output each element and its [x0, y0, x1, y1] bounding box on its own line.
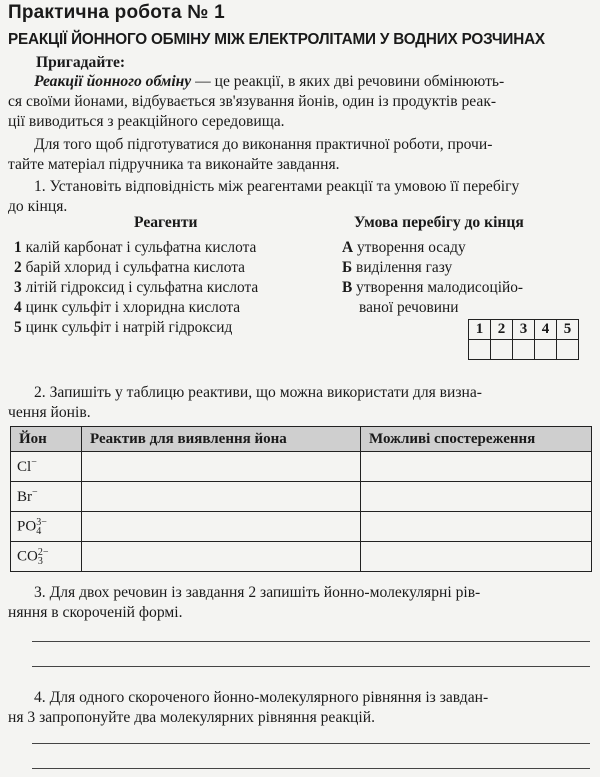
definition-line-2: ся своїми йонами, відбувається зв'язування йонів, один із продуктів реак- — [8, 93, 497, 110]
observation-cell[interactable] — [361, 512, 592, 542]
observation-cell[interactable] — [361, 452, 592, 482]
answer-cell[interactable] — [491, 340, 513, 360]
answer-line[interactable] — [32, 641, 590, 642]
table-row — [11, 452, 592, 482]
header-reagent: Реактив для виявлення йона — [82, 427, 361, 452]
answer-cell[interactable] — [469, 340, 491, 360]
list-item: 4 цинк сульфіт і хлоридна кислота — [14, 299, 241, 316]
list-item: 1 калій карбонат і сульфатна кислота — [14, 239, 257, 256]
observation-cell[interactable] — [361, 482, 592, 512]
reagent-cell[interactable] — [82, 512, 361, 542]
ion-cell: PO 3− 4 — [11, 512, 82, 542]
answer-header-cell: 5 — [557, 320, 579, 340]
conditions-list — [342, 238, 523, 318]
page-subtitle: РЕАКЦІЇ ЙОННОГО ОБМІНУ МІЖ ЕЛЕКТРОЛІТАМИ У ВОДНИХ РОЗЧИНАХ — [8, 31, 545, 48]
conditions-heading: Умова перебігу до кінця — [354, 214, 524, 231]
task3-line-2: няння в скороченій формі. — [8, 604, 183, 621]
list-item: 3 літій гідроксид і сульфатна кислота — [14, 279, 259, 296]
intro-line-2: тайте матеріал підручника та виконайте завдання. — [8, 156, 340, 173]
reagents-heading: Реагенти — [134, 214, 198, 231]
task3-line-1: 3. Для двох речовин із завдання 2 запишіть йонно-молекулярні рів- — [34, 584, 481, 601]
answer-line[interactable] — [32, 666, 590, 667]
answer-grid-header — [469, 320, 579, 340]
table-row — [11, 542, 592, 572]
answer-header-cell: 4 — [535, 320, 557, 340]
definition-text: — це реакції, в яких дві речовини обмінюють- — [191, 73, 505, 90]
definition-line-1 — [34, 72, 504, 92]
answer-cell[interactable] — [513, 340, 535, 360]
table-row — [11, 512, 592, 542]
observation-cell[interactable] — [361, 542, 592, 572]
definition-line-3: ції виводиться з реакційного середовища. — [8, 113, 285, 130]
task4-line-2: ня 3 запропонуйте два молекулярних рівняння реакцій. — [8, 709, 375, 726]
answer-cell[interactable] — [535, 340, 557, 360]
reagents-list — [14, 238, 258, 338]
task1-line-2: до кінця. — [8, 198, 68, 215]
header-ion: Йон — [11, 427, 82, 452]
answer-cell[interactable] — [557, 340, 579, 360]
answer-header-cell: 3 — [513, 320, 535, 340]
list-item: А утворення осаду — [342, 239, 466, 256]
ion-cell: Br− — [11, 482, 82, 512]
definition-term: Реакції йонного обміну — [34, 73, 192, 90]
list-item: Б виділення газу — [342, 259, 453, 276]
remember-heading: Пригадайте: — [36, 54, 126, 71]
task2-line-2: чення йонів. — [8, 404, 91, 421]
answer-header-cell: 1 — [469, 320, 491, 340]
reagent-cell[interactable] — [82, 542, 361, 572]
ion-cell: Cl− — [11, 452, 82, 482]
list-item: В утворення малодисоційо- — [342, 279, 524, 296]
answer-line[interactable] — [32, 768, 590, 769]
reagent-cell[interactable] — [82, 482, 361, 512]
intro-line-1: Для того щоб підготуватися до виконання практичної роботи, прочи- — [34, 136, 493, 153]
list-item: 5 цинк сульфіт і натрій гідроксид — [14, 319, 233, 336]
ion-cell: CO 2− 3 — [11, 542, 82, 572]
reagent-cell[interactable] — [82, 452, 361, 482]
task1-line-1: 1. Установіть відповідність між реагентами реакції та умовою її перебігу — [34, 178, 520, 195]
table-row — [11, 482, 592, 512]
answer-grid — [468, 319, 579, 360]
page-title: Практична робота № 1 — [8, 2, 225, 23]
header-observations: Можливі спостереження — [361, 427, 592, 452]
answer-grid-row — [469, 340, 579, 360]
ions-table — [10, 426, 592, 572]
list-item: ваної речовини — [359, 299, 459, 316]
list-item: 2 барій хлорид і сульфатна кислота — [14, 259, 245, 276]
ions-table-header — [11, 427, 592, 452]
answer-line[interactable] — [32, 743, 590, 744]
task2-line-1: 2. Запишіть у таблицю реактиви, що можна використати для визна- — [34, 384, 482, 401]
task4-line-1: 4. Для одного скороченого йонно-молекулярного рівняння із завдан- — [34, 689, 489, 706]
answer-header-cell: 2 — [491, 320, 513, 340]
